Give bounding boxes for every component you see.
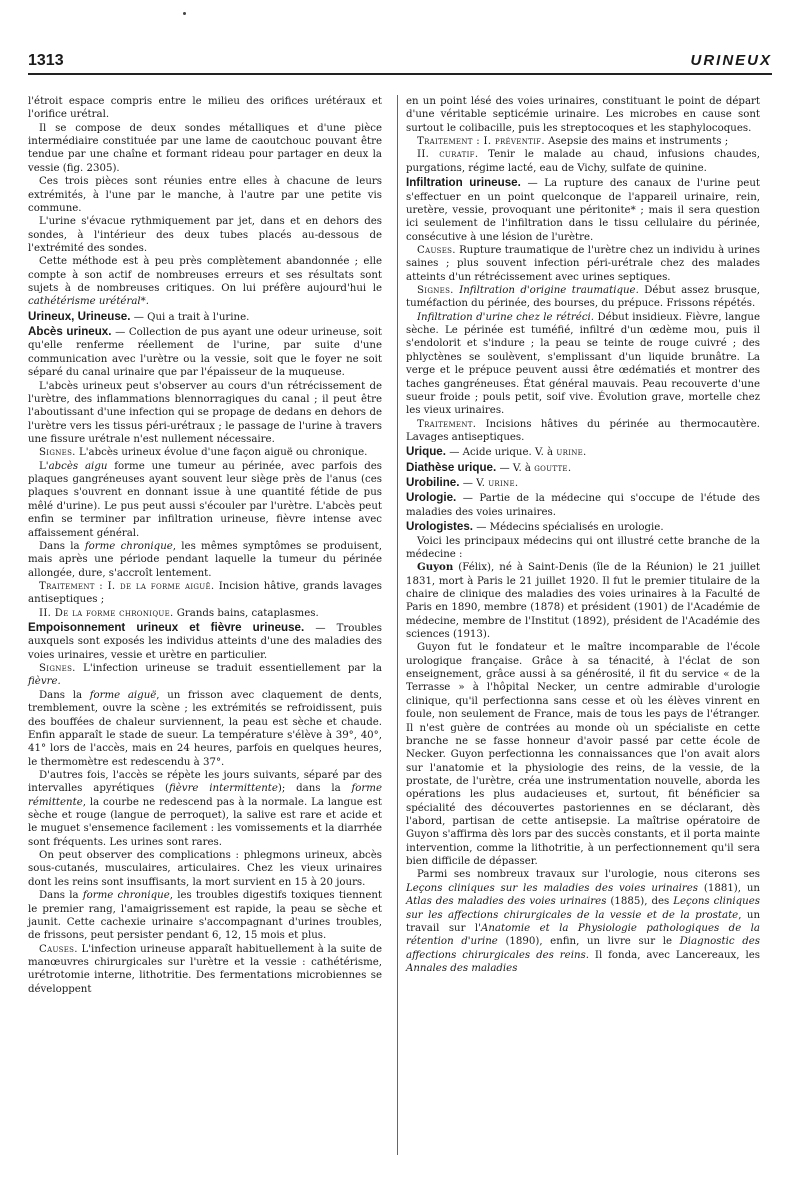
entry-empoisonnement-urineux [28, 620, 382, 662]
section-label: II. curatif. [417, 149, 479, 161]
text: L'infection urineuse se traduit essentiellement par la [75, 663, 382, 675]
entry-abces-urineux [28, 324, 382, 379]
paragraph: Il se compose de deux sondes métalliques et d'une pièce intermédiaire constituée par une lame de caoutchouc pouvant être tendue par une chaîne et formant rideau pour partager en deux la vessie (fig. 2305). [28, 122, 382, 174]
text: Incision hâtive, grands lavages antiseptiques ; [28, 580, 382, 606]
text: Début assez brusque, tuméfaction du périnée, des bourses, du prépuce. Frissons répétés. [406, 285, 761, 310]
section-label: Causes. [39, 943, 78, 955]
text: Dans la [39, 540, 85, 552]
entry-urobiline [406, 475, 760, 490]
text: Cette méthode est à peu près complètement abandonnée ; elle compte à son actif de nombreuses erreurs et ses résultats sont sujets à de nombreuses critiques. On lui préfère aujourd'hui le [28, 256, 382, 295]
section-label: Signes. [39, 447, 76, 459]
section-label: Signes. [417, 285, 454, 297]
entry-urologie [406, 490, 760, 519]
book-title: Leçons cliniques sur les maladies des voies urinaires [406, 882, 699, 894]
section-label: Causes. [417, 244, 456, 256]
definition: — Acide urique. V. à [445, 447, 557, 459]
definition: — V. [459, 478, 489, 490]
paragraph [28, 540, 382, 580]
text: L'infection urineuse apparaît habituellement à la suite de manœuvres chirurgicales sur l'urètre et la vessie : cathétérisme, urétrotomie interne, lithotritie. Des fermentations microbiennes se développent [28, 943, 382, 995]
paragraph [406, 418, 760, 445]
emphasis: Infiltration d'origine traumatique. [459, 285, 639, 297]
paragraph: Voici les principaux médecins qui ont illustré cette branche de la médecine : [406, 535, 760, 560]
emphasis: fièvre intermittente [168, 783, 278, 795]
headword: Urineux, Urineuse. [28, 309, 131, 323]
paragraph: Guyon fut le fondateur et le maître incomparable de l'école urologique française. Grâce à sa ténacité, à l'éclat de son enseignement, grâce aussi à sa générosité, il fit du service « de la Terrasse » à l'hôpital Necker, un centre admirable d'urologie clinique, qu'il perfectionna sans cesse et où les élèves vinrent en foule, non seulement de France, mais de tous les pays de l'étranger. Il n'est guère de contrées au monde où un spécialiste en cette branche ne se fasse honneur d'avoir passé par cette école de Necker. Guyon perfectionna les connaissances que l'on avait alors sur l'anatomie et la physiologie des reins, de la vessie, de la prostate, de l'urètre, créa une instrumentation nouvelle, aborda les opérations les plus audacieuses et, surtout, fit bénéficier sa spécialité des découvertes pastoriennes en se déclarant, dès l'abord, partisan de cette antisepsie. La maîtrise opératoire de Guyon s'affirma dès lors par des succès constants, et il porta mainte intervention, comme la lithotritie, à un perfectionnement qu'il sera bien difficile de dépasser. [406, 642, 760, 868]
text: Incisions hâtives du périnée au thermocautère. Lavages antiseptiques. [406, 418, 760, 443]
headword: Diathèse urique. [406, 460, 497, 474]
text: , les troubles digestifs toxiques tiennent le premier rang, l'amaigrissement est rapide, la peau se sèche et jaunit. Cette cachexie urinaire s'accompagnant d'urines troubles, de frissons, peut persister pendant 6, 12, 15 mois et plus. [28, 890, 383, 942]
text: (Félix), né à Saint-Denis (île de la Réunion) le 21 juillet 1831, mort à Paris le 21 juillet 1920. Il fut le premier titulaire de la chaire de clinique des maladies des voies urinaires à la Faculté de Paris en 1890, membre (1878) et président (1901) de l'Académie de médecine, membre de l'Institut (1892), président de l'Académie des sciences (1913). [406, 562, 760, 641]
paragraph: L'abcès urineux peut s'observer au cours d'un rétrécissement de l'urètre, des inflammations blennorragiques du canal ; il peut être l'aboutissant d'une infection qui se propage de dedans en dehors de l'urètre vers les tissus péri-urétraux ; le passage de l'urine à travers une fissure urétrale n'est nullement nécessaire. [28, 380, 382, 445]
text: , les mêmes symptômes se produisent, mais après une période pendant laquelle la tumeur du périnée allongée, dure, s'accroît lentement. [28, 540, 382, 579]
column-divider [397, 95, 398, 1155]
emphasis: forme chronique [82, 890, 170, 902]
text: (1885), des [606, 896, 674, 908]
text: Dans la [39, 890, 83, 902]
text: (1890), enfin, un livre sur le [497, 936, 680, 948]
cross-reference: cathétérisme urétéral*. [28, 296, 149, 308]
text: Rupture traumatique de l'urètre chez un individu à urines saines ; plus souvent infection péri-urétrale chez des malades atteints d'un rétrécissement avec urines septiques. [406, 244, 760, 283]
paragraph [28, 769, 382, 849]
person-name: Guyon [417, 561, 454, 574]
paragraph [28, 580, 382, 607]
paragraph [406, 148, 760, 175]
page-header [28, 52, 772, 74]
paragraph [28, 446, 382, 459]
text: Il fonda, avec Lancereaux, les [588, 949, 760, 961]
text: Dans la [39, 689, 90, 701]
paragraph [28, 662, 382, 689]
entry-infiltration-urineuse [406, 175, 760, 244]
running-head: URINEUX [690, 52, 772, 69]
paragraph [406, 868, 760, 975]
cross-reference: urine. [488, 478, 519, 490]
book-title: Diagnostic des affections chirurgicales des reins. [406, 936, 760, 961]
definition: — V. à [496, 462, 535, 474]
book-title: Leçons cliniques sur les affections chirurgicales de la vessie et de la prostate [406, 896, 761, 921]
book-title: Annales des maladies [406, 963, 518, 974]
section-label: Traitement : I. de la forme aiguë. [39, 580, 215, 592]
headword: Empoisonnement urineux et fièvre urineuse. [28, 621, 305, 635]
entry-urique [406, 444, 760, 459]
definition: — Collection de pus ayant une odeur urineuse, soit qu'elle renferme réellement de l'urine, par suite d'une communication avec l'urètre ou la vessie, soit que le foyer ne soit séparé du canal urinaire que par l'épaisseur de la muqueuse. [28, 327, 382, 379]
right-column [406, 95, 760, 975]
entry-urineux [28, 309, 382, 324]
definition: — Partie de la médecine qui s'occupe de l'étude des maladies des voies urinaires. [406, 493, 760, 518]
text: Tenir le malade au chaud, infusions chaudes, purgations, régime lacté, eau de Vichy, sulfate de quinine. [406, 149, 760, 174]
text: L' [39, 460, 49, 472]
emphasis: abcès aigu [48, 460, 108, 472]
paragraph: On peut observer des complications : phlegmons urineux, abcès sous-cutanés, musculaires, articulaires. Chez les vieux urinaires dont les reins sont insuffisants, la mort survient en 15 à 20 jours. [28, 850, 382, 888]
biography-guyon [406, 561, 760, 641]
headword: Urique. [406, 445, 446, 459]
text: , un travail sur l' [406, 909, 760, 934]
text: , un frisson avec claquement de dents, tremblement, ouvre la scène ; les extrémités se refroidissent, puis des bouffées de chaleur surviennent, la peau est sèche et chaude. Enfin apparaît le stade de sueur. La température s'élève à 39°, 40°, 41° lors de l'accès, mais en 24 heures, parfois en quelques heures, le thermomètre est redescendu à 37°. [28, 689, 382, 768]
text: D'autres fois, l'accès se répète les jours suivants, séparé par des intervalles apyrétiques ( [28, 769, 382, 795]
text: Grands bains, cataplasmes. [173, 607, 319, 619]
cross-reference: urine. [556, 447, 587, 459]
paragraph [406, 135, 760, 148]
left-column [28, 95, 382, 996]
definition: — Troubles auxquels sont exposés les individus atteints d'une des maladies des voies urinaires, vessie et urètre en particulier. [28, 623, 382, 661]
paragraph [406, 311, 760, 418]
text: forme une tumeur au périnée, avec parfois des plaques gangréneuses ayant souvent leur siège près de l'anus (ces plaques s'ouvrent en donnant issue à une quantité fétide de pus mêlé d'urine). Le pus peut aussi s'écouler par l'urètre. L'abcès peut enfin se terminer par infiltration urineuse, fièvre intense avec affaissement général. [28, 460, 382, 539]
paragraph: Ces trois pièces sont réunies entre elles à chacune de leurs extrémités, à l'une par le manche, à l'autre par une petite vis commune. [28, 176, 382, 214]
section-label: Signes. [39, 663, 76, 675]
paragraph [406, 284, 760, 311]
paragraph: en un point lésé des voies urinaires, constituant le point de départ d'une véritable septicémie urinaire. Les microbes en cause sont surtout le colibacille, puis les streptocoques et les staphylocoques. [406, 96, 760, 134]
paragraph: L'urine s'évacue rythmiquement par jet, dans et en dehors des sondes, à l'intérieur des deux tubes placés au-dessous de l'extrémité des sondes. [28, 216, 382, 254]
text: Début insidieux. Fièvre, langue sèche. Le périnée est tuméfié, infiltré d'un œdème mou, puis il s'endolorit et s'indure ; la peau se teinte de rouge cuivré ; des phlyctènes se soulèvent, s'emplissant d'un liquide brunâtre. La verge et le prépuce peuvent aussi être œdématiés et montrer des taches gangréneuses. État général mauvais. Peau recouverte d'une sueur froide ; pouls petit, soif vive. Évolution grave, mortelle chez les vieux urinaires. [406, 311, 760, 417]
paragraph [406, 244, 760, 284]
text: ); dans la [277, 783, 352, 795]
book-title: Atlas des maladies des voies urinaires [406, 896, 607, 908]
section-label: II. De la forme chronique. [39, 607, 174, 619]
text: Parmi ses nombreux travaux sur l'urologie, nous citerons ses [417, 869, 760, 881]
definition: — La rupture des canaux de l'urine peut s'effectuer en un point quelconque de l'appareil urinaire, rein, uretère, vessie, provoquant une péritonite* ; mais il sera question ici seulement de l'infiltration dans le tissu cellulaire du périnée, consécutive à une lésion de l'urètre. [406, 178, 760, 243]
emphasis: Infiltration d'urine chez le rétréci. [417, 311, 595, 323]
paragraph [28, 689, 382, 769]
headword: Urologie. [406, 491, 457, 505]
page-number: 1313 [28, 52, 64, 69]
definition: — Qui a trait à l'urine. [130, 311, 250, 323]
text: (1881), un [698, 882, 760, 894]
entry-diathese-urique [406, 460, 760, 475]
text: , la courbe ne redescend pas à la normale. La langue est sèche et rouge (langue de perroquet), la salive est rare et acide et le muguet s'ensemence facilement : les vomissements et la diarrhée sont fréquents. Les urines sont rares. [28, 796, 382, 848]
emphasis: forme rémittente [28, 783, 382, 808]
emphasis: fièvre. [28, 676, 61, 688]
section-label: Traitement : I. préventif. [417, 136, 545, 148]
text: L'abcès urineux évolue d'une façon aiguë ou chronique. [75, 447, 368, 459]
headword: Urologistes. [406, 520, 473, 534]
paragraph [28, 943, 382, 996]
cross-reference: goutte. [534, 462, 572, 474]
print-speck [183, 12, 186, 15]
paragraph: l'étroit espace compris entre le milieu des orifices urétéraux et l'orifice urétral. [28, 96, 382, 121]
paragraph [28, 255, 382, 308]
headword: Infiltration urineuse. [406, 176, 521, 190]
paragraph [28, 889, 382, 942]
entry-urologistes [406, 519, 760, 534]
emphasis: forme aiguë [89, 689, 157, 701]
paragraph [28, 460, 382, 540]
headword: Abcès urineux. [28, 325, 112, 339]
headword: Urobiline. [406, 476, 460, 490]
section-label: Traitement. [417, 418, 477, 430]
text: Asepsie des mains et instruments ; [544, 136, 729, 148]
header-rule [28, 73, 772, 75]
definition: — Médecins spécialisés en urologie. [473, 522, 664, 534]
emphasis: forme chronique [84, 540, 173, 552]
book-title: Anatomie et la Physiologie pathologiques de la rétention d'urine [406, 922, 760, 948]
paragraph [28, 607, 382, 620]
